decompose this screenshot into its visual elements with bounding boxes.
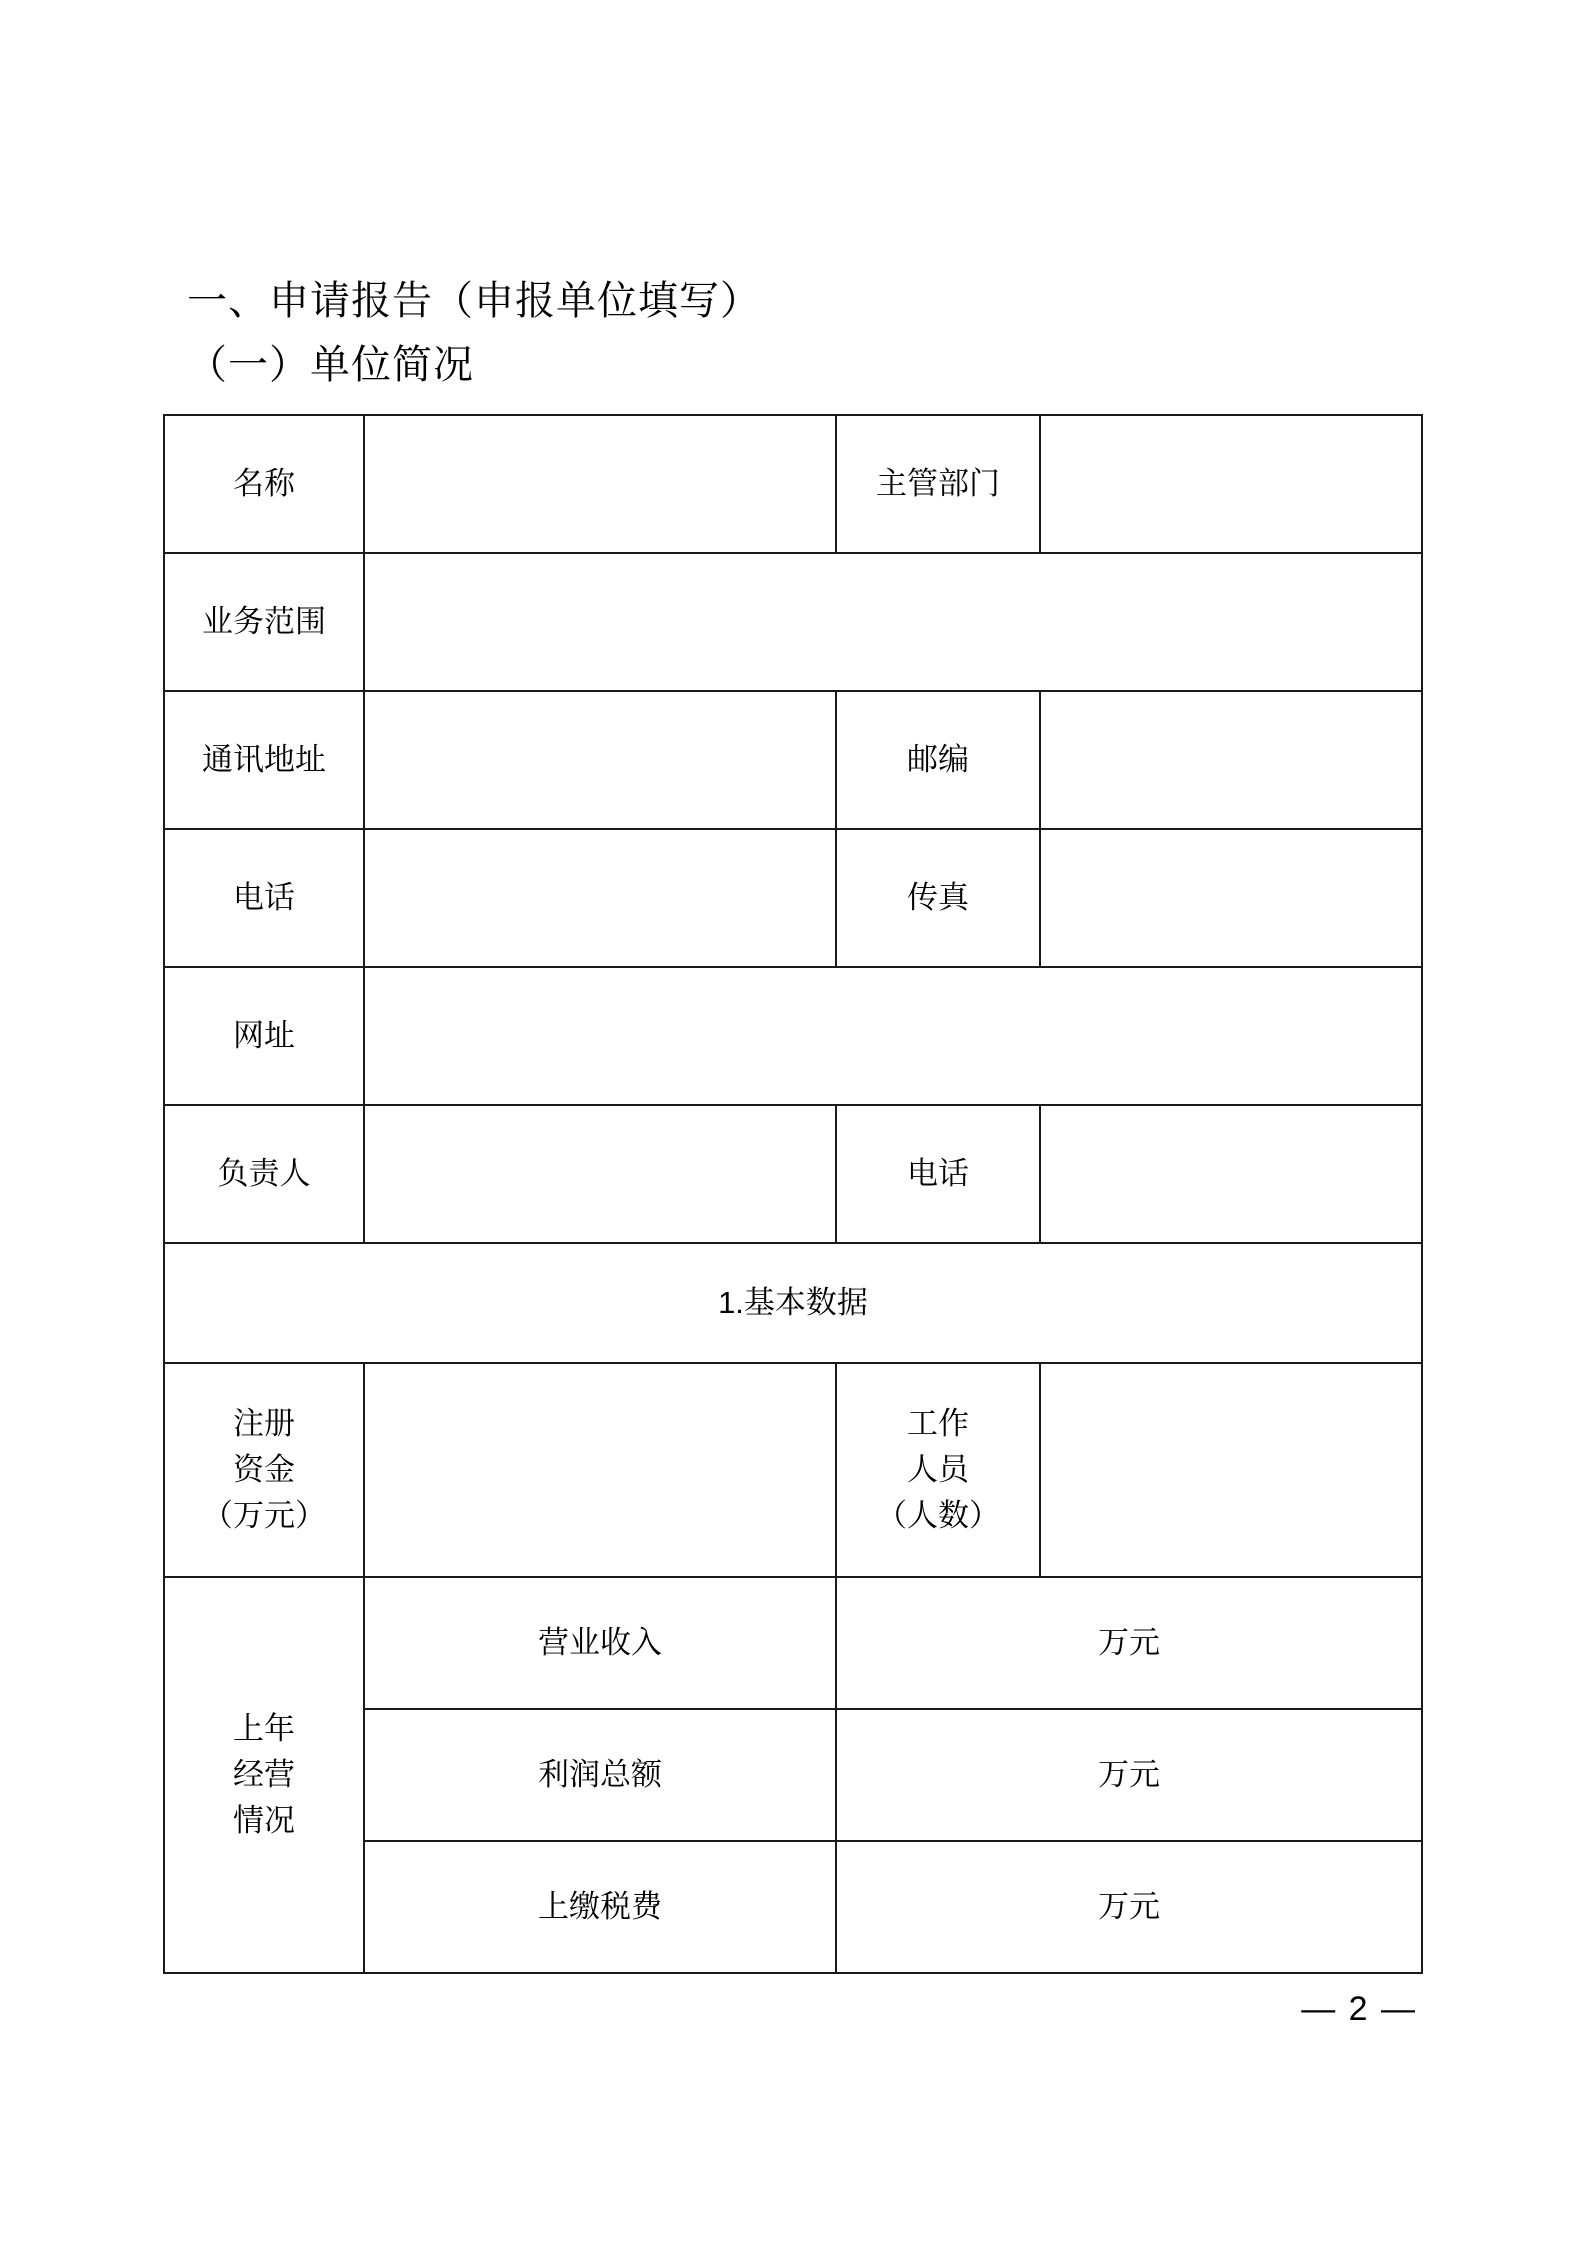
label-basic-data: 1.基本数据 (164, 1243, 1422, 1363)
table-row-address (164, 691, 1422, 829)
label-last-year-operations-line2: 经营 (233, 1757, 295, 1793)
label-registered-capital-line1: 注册 (233, 1406, 295, 1442)
field-registered-capital-value[interactable] (364, 1363, 836, 1577)
unit-revenue: 万元 (836, 1577, 1422, 1709)
table-row-revenue (164, 1577, 1422, 1709)
label-principal-phone: 电话 (836, 1105, 1040, 1243)
label-address: 通讯地址 (164, 691, 364, 829)
label-fax: 传真 (836, 829, 1040, 967)
field-principal-value[interactable] (364, 1105, 836, 1243)
table-row-registered-capital (164, 1363, 1422, 1577)
field-fax-value[interactable] (1040, 829, 1422, 967)
field-name-value[interactable] (364, 415, 836, 553)
field-principal-phone-value[interactable] (1040, 1105, 1422, 1243)
unit-profile-table (163, 414, 1423, 1974)
table-row-phone (164, 829, 1422, 967)
label-revenue: 营业收入 (364, 1577, 836, 1709)
label-supervising-dept: 主管部门 (836, 415, 1040, 553)
table-row-principal (164, 1105, 1422, 1243)
label-staff-count-line2: 人员 (907, 1452, 969, 1488)
page-number: — 2 — (1301, 1990, 1417, 2028)
section-heading: 一、申请报告（申报单位填写） (187, 279, 761, 323)
field-business-scope-value[interactable] (364, 553, 1422, 691)
label-business-scope: 业务范围 (164, 553, 364, 691)
label-profit: 利润总额 (364, 1709, 836, 1841)
label-website: 网址 (164, 967, 364, 1105)
label-postcode: 邮编 (836, 691, 1040, 829)
table-row-website (164, 967, 1422, 1105)
label-tax: 上缴税费 (364, 1841, 836, 1973)
field-staff-count-value[interactable] (1040, 1363, 1422, 1577)
table-row-business-scope (164, 553, 1422, 691)
label-principal: 负责人 (164, 1105, 364, 1243)
field-postcode-value[interactable] (1040, 691, 1422, 829)
page-content (163, 270, 1423, 1974)
label-registered-capital-line2: 资金 (233, 1452, 295, 1488)
unit-profit: 万元 (836, 1709, 1422, 1841)
field-supervising-dept-value[interactable] (1040, 415, 1422, 553)
label-last-year-operations-line3: 情况 (233, 1802, 295, 1838)
label-staff-count-line3: （人数） (876, 1497, 1000, 1533)
label-registered-capital-line3: （万元） (202, 1497, 326, 1533)
unit-tax: 万元 (836, 1841, 1422, 1973)
table-row-basic-data-header (164, 1243, 1422, 1363)
field-website-value[interactable] (364, 967, 1422, 1105)
field-address-value[interactable] (364, 691, 836, 829)
label-staff-count-line1: 工作 (907, 1406, 969, 1442)
label-staff-count (836, 1363, 1040, 1577)
table-row-name (164, 415, 1422, 553)
label-last-year-operations-line1: 上年 (233, 1711, 295, 1747)
subsection-heading: （一）单位简况 (187, 343, 474, 387)
field-phone-value[interactable] (364, 829, 836, 967)
label-name: 名称 (164, 415, 364, 553)
label-registered-capital (164, 1363, 364, 1577)
label-phone: 电话 (164, 829, 364, 967)
label-last-year-operations (164, 1577, 364, 1973)
